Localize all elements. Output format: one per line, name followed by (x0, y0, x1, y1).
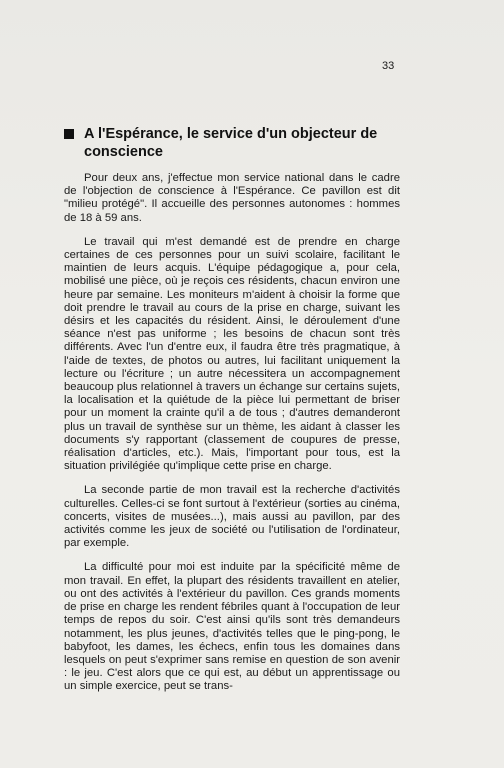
paragraph-2: Le travail qui m'est demandé est de prendre en charge certaines de ces personnes pour un suivi scolaire, facilitant le maintien de leurs acquis. L'équipe pédagogique a, pour cela, mobilisé une pièce, où je reçois ces résidents, chacun environ une heure par semaine. Les moniteurs m'aident à choisir la forme que doit prendre le travail au cours de la prise en charge, suivant les désirs et les capacités du résident. Ainsi, le déroulement d'une séance n'est pas uniforme ; les besoins de chacun sont très différents. Avec l'un d'entre eux, il faudra être très pragmatique, à l'aide de textes, de photos ou autres, lui facilitant uniquement la lecture ou l'écriture ; un autre nécessitera un accompagnement beaucoup plus relationnel à travers un échange sur certains sujets, la localisation et la quiétude de la pièce lui permettant de briser pour un moment la crainte qu'il a de tous ; d'autres demanderont plus un travail de synthèse sur un thème, les aidant à classer les documents s'y rapportant (classement de coupures de presse, réalisation d'articles, etc.). Mais, l'important pour tous, est la situation privilégiée qu'implique cette prise en charge. (64, 235, 400, 473)
paragraph-1: Pour deux ans, j'effectue mon service national dans le cadre de l'objection de conscience à l'Espérance. Ce pavillon est dit "milieu protégé". Il accueille des personnes autonomes : hommes de 18 à 59 ans. (64, 172, 400, 224)
article-heading (64, 125, 424, 161)
square-bullet-icon (64, 129, 74, 139)
article-body (64, 172, 400, 705)
paragraph-3: La seconde partie de mon travail est la recherche d'activités culturelles. Celles-ci se font surtout à l'extérieur (sorties au cinéma, concerts, visites de musées...), mais aussi au pavillon, par des activités comme les jeux de société ou l'utilisation de l'ordinateur, par exemple. (64, 484, 400, 550)
article-title: A l'Espérance, le service d'un objecteur de conscience (84, 126, 378, 160)
heading-row (64, 125, 424, 161)
page-number: 33 (382, 60, 395, 72)
paragraph-4: La difficulté pour moi est induite par la spécificité même de mon travail. En effet, la plupart des résidents travaillent en atelier, ou ont des activités à l'extérieur du pavillon. Ces grands moments de prise en charge les rendent fébriles quant à l'occupation de leur temps de repos du soir. C'est ainsi qu'ils sont très demandeurs notamment, les plus jeunes, d'activités telles que le ping-pong, le babyfoot, les dames, les échecs, enfin tous les domaines dans lesquels on peut s'exprimer sans remise en question de son avenir : le jeu. C'est alors que ce qui est, au début un apprentissage ou un simple exercice, peut se trans- (64, 561, 400, 693)
